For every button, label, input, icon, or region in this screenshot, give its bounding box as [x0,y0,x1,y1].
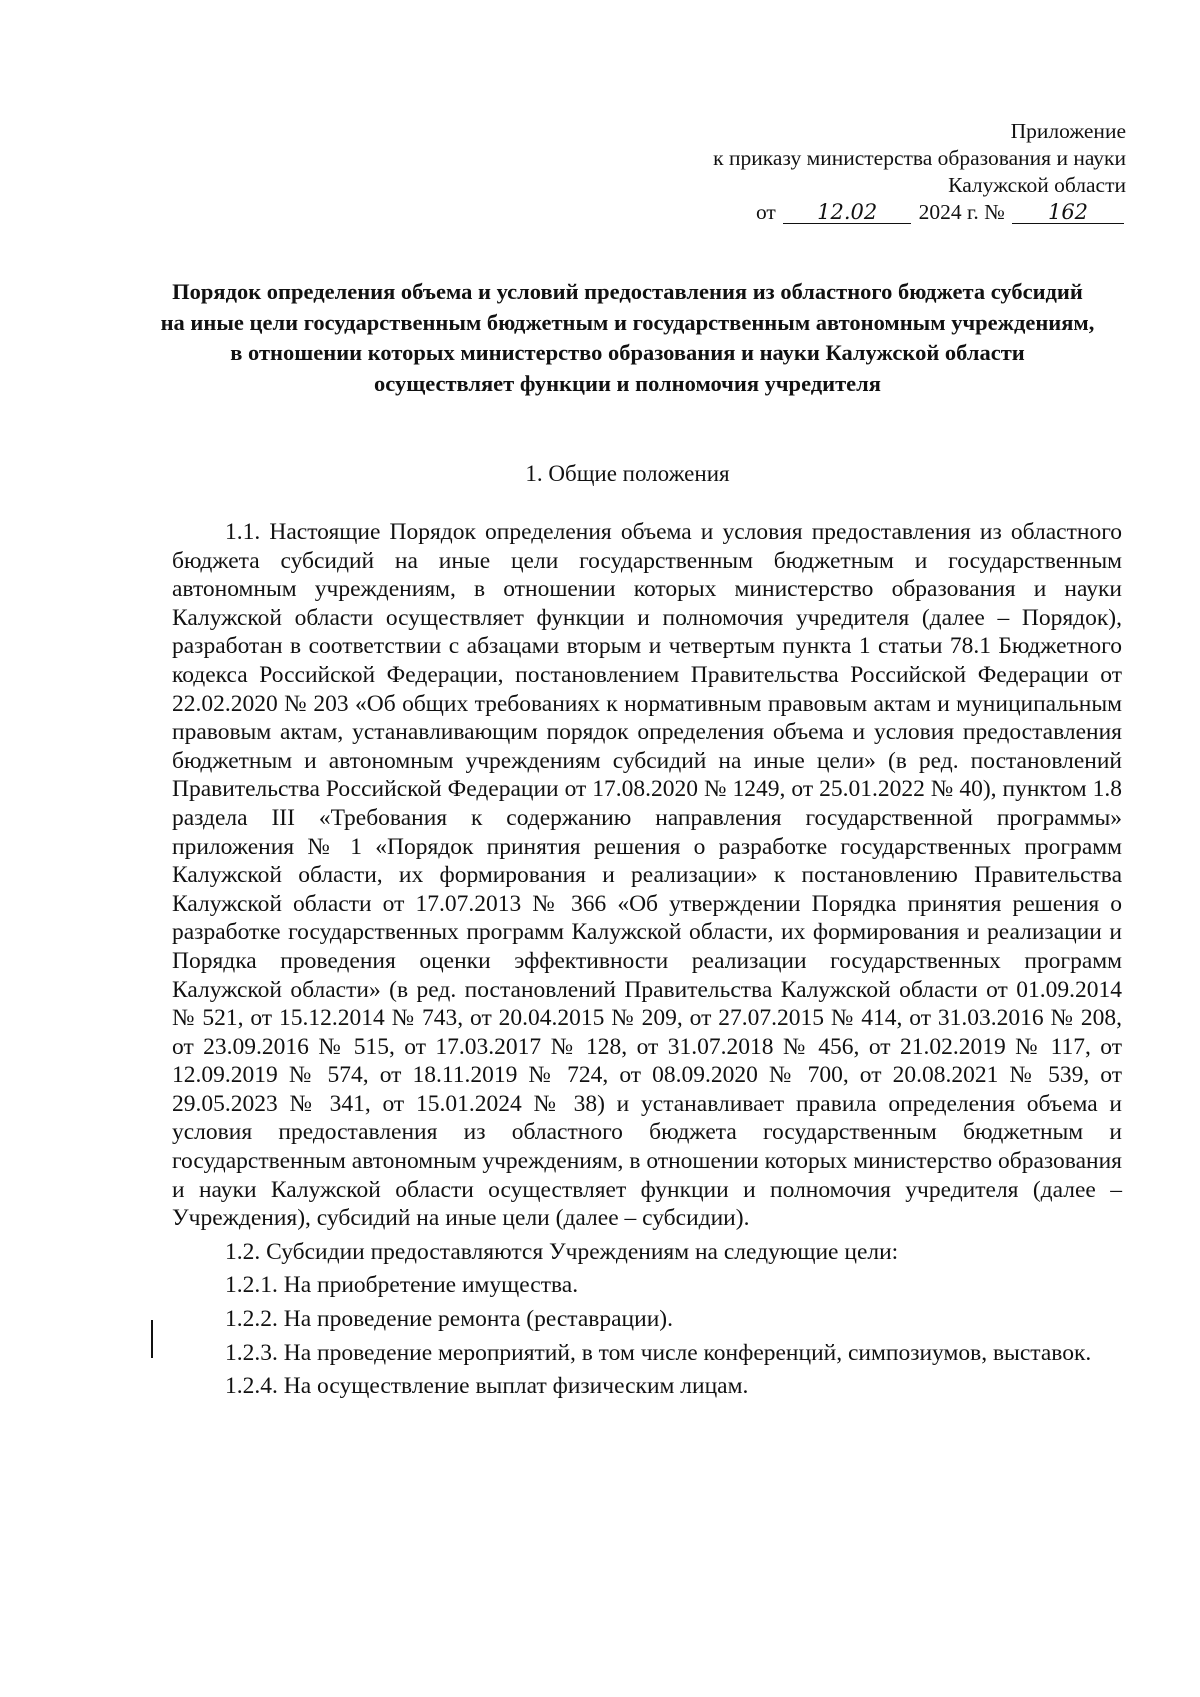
approval-date-line [713,199,1126,226]
paragraph-1-2-1: 1.2.1. На приобретение имущества. [225,1272,579,1299]
approval-line-2: к приказу министерства образования и науки [713,146,1126,170]
approval-line-1: Приложение [1010,119,1126,143]
section-heading: 1. Общие положения [525,461,730,486]
handwritten-number: 162 [1012,201,1124,224]
handwritten-date: 12.02 [783,201,911,224]
date-prefix: от [755,200,776,224]
paragraph-1-2: 1.2. Субсидии предоставляются Учреждениям на следующие цели: [225,1238,899,1265]
document-title: Порядок определения объема и условий предоставления из областного бюджета субсидий на иные цели государственным бюджетным и государственным автономным учреждениям, в отношении которых министерство образования и науки Калужской области осуществляет функции и полномочия учредителя [160,279,1095,396]
paragraph-1-2-4: 1.2.4. На осуществление выплат физическим лицам. [225,1373,749,1400]
paragraph-1-2-3: 1.2.3. На проведение мероприятий, в том числе конференций, симпозиумов, выставок. [225,1339,1092,1366]
approval-block [713,118,1126,226]
approval-line-3: Калужской области [948,173,1126,197]
year-number-label: 2024 г. № [918,200,1005,224]
margin-mark [151,1320,153,1358]
document-body [172,518,1122,1401]
paragraph-1-1: 1.1. Настоящие Порядок определения объема и условия предоставления из областного бюджета субсидий на иные цели государственным бюджетным и государственным автономным учреждениям, в отношении которых министерство образования и науки Калужской области осуществляет функции и полномочия учредителя (далее – Порядок), разработан в соответствии с абзацами вторым и четвертым пункта 1 статьи 78.1 Бюджетного кодекса Российской Федерации, постановлением Правительства Российской Федерации от 22.02.2020 № 203 «Об общих требованиях к нормативным правовым актам и муниципальным правовым актам, устанавливающим порядок определения объема и условия предоставления бюджетным и автономным учреждениям субсидий на иные цели» (в ред. постановлений Правительства Российской Федерации от 17.08.2020 № 1249, от 25.01.2022 № 40), пунктом 1.8 раздела III «Требования к содержанию направления государственной программы» приложения № 1 «Порядок принятия решения о разработке государственных программ Калужской области, их формирования и реализации» к постановлению Правительства Калужской области от 17.07.2013 № 366 «Об утверждении Порядка принятия решения о разработке государственных программ Калужской области, их формирования и реализации и Порядка проведения оценки эффективности реализации государственных программ Калужской области» (в ред. постановлений Правительства Калужской области от 01.09.2014 № 521, от 15.12.2014 № 743, от 20.04.2015 № 209, от 27.07.2015 № 414, от 31.03.2016 № 208, от 23.09.2016 № 515, от 17.03.2017 № 128, от 31.07.2018 № 456, от 21.02.2019 № 117, от 12.09.2019 № 574, от 18.11.2019 № 724, от 08.09.2020 № 700, от 20.08.2021 № 539, от 29.05.2023 № 341, от 15.01.2024 № 38) и устанавливает правила определения объема и условия предоставления из областного бюджета государственным бюджетным и государственным автономным учреждениям, в отношении которых министерство образования и науки Калужской области осуществляет функции и полномочия учредителя (далее – Учреждения), субсидий на иные цели (далее – субсидии). [172,519,1122,1232]
paragraph-1-2-2: 1.2.2. На проведение ремонта (реставрации). [225,1306,673,1333]
